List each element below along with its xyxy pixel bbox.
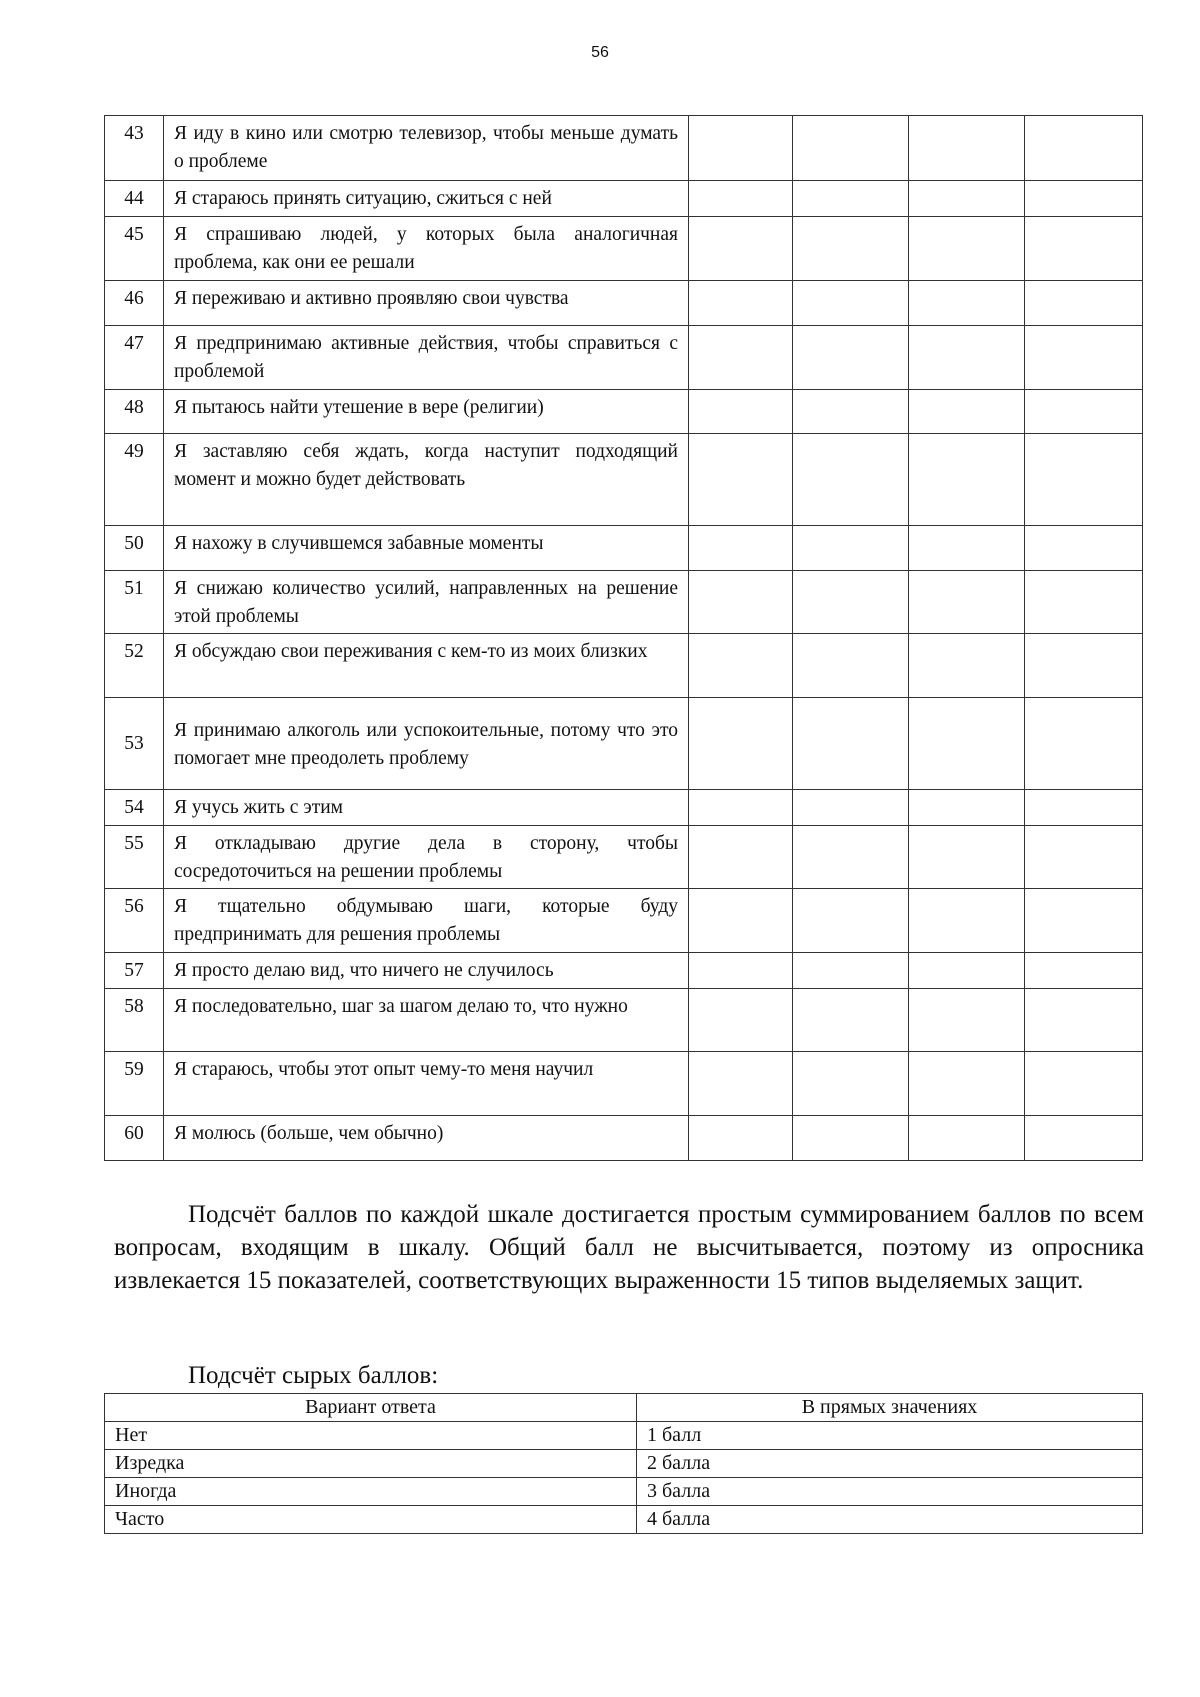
score-value: 4 балла <box>637 1506 1143 1534</box>
answer-cell[interactable] <box>689 217 793 281</box>
answer-cell[interactable] <box>909 526 1025 571</box>
table-row <box>105 217 1143 281</box>
answer-cell[interactable] <box>793 889 909 953</box>
answer-cell[interactable] <box>1025 434 1143 526</box>
answer-cell[interactable] <box>793 953 909 989</box>
answer-cell[interactable] <box>793 826 909 889</box>
answer-cell[interactable] <box>1025 281 1143 326</box>
answer-cell[interactable] <box>793 434 909 526</box>
item-number: 51 <box>105 571 164 634</box>
table-row <box>105 889 1143 953</box>
item-number: 60 <box>105 1116 164 1161</box>
answer-option: Нет <box>105 1422 637 1450</box>
item-number: 56 <box>105 889 164 953</box>
table-row <box>105 1450 1143 1478</box>
item-statement: Я спрашиваю людей, у которых была аналогичная проблема, как они ее решали <box>164 217 689 281</box>
item-number: 55 <box>105 826 164 889</box>
answer-cell[interactable] <box>909 634 1025 698</box>
answer-cell[interactable] <box>793 790 909 826</box>
item-number: 53 <box>105 698 164 790</box>
questionnaire-table <box>104 115 1143 1161</box>
table-row <box>105 281 1143 326</box>
item-statement: Я учусь жить с этим <box>164 790 689 826</box>
answer-cell[interactable] <box>689 326 793 390</box>
answer-cell[interactable] <box>1025 326 1143 390</box>
item-number: 54 <box>105 790 164 826</box>
item-number: 48 <box>105 390 164 434</box>
answer-cell[interactable] <box>1025 1052 1143 1116</box>
answer-cell[interactable] <box>1025 390 1143 434</box>
answer-cell[interactable] <box>1025 217 1143 281</box>
answer-cell[interactable] <box>689 989 793 1052</box>
answer-cell[interactable] <box>689 390 793 434</box>
answer-cell[interactable] <box>909 116 1025 181</box>
answer-option: Изредка <box>105 1450 637 1478</box>
table-row <box>105 1052 1143 1116</box>
answer-cell[interactable] <box>793 571 909 634</box>
answer-cell[interactable] <box>793 698 909 790</box>
answer-cell[interactable] <box>909 889 1025 953</box>
answer-cell[interactable] <box>1025 989 1143 1052</box>
answer-cell[interactable] <box>689 826 793 889</box>
item-statement: Я последовательно, шаг за шагом делаю то, что нужно <box>164 989 689 1052</box>
item-number: 47 <box>105 326 164 390</box>
page-number: 56 <box>591 44 609 61</box>
answer-cell[interactable] <box>1025 181 1143 217</box>
table-row <box>105 526 1143 571</box>
scoring-explanation-paragraph: Подсчёт баллов по каждой шкале достигается простым суммированием баллов по всем вопросам, входящим в шкалу. Общий балл не высчитывается, поэтому из опросника извлекается 15 показателей, соответствующих выраженности 15 типов выделяемых защит. <box>114 1201 1144 1294</box>
answer-cell[interactable] <box>689 526 793 571</box>
table-row <box>105 1478 1143 1506</box>
answer-cell[interactable] <box>1025 571 1143 634</box>
item-number: 49 <box>105 434 164 526</box>
answer-cell[interactable] <box>689 634 793 698</box>
item-statement: Я предпринимаю активные действия, чтобы справиться с проблемой <box>164 326 689 390</box>
table-row <box>105 116 1143 181</box>
answer-cell[interactable] <box>793 217 909 281</box>
item-statement: Я откладываю другие дела в сторону, чтобы сосредоточиться на решении проблемы <box>164 826 689 889</box>
table-row <box>105 326 1143 390</box>
answer-cell[interactable] <box>689 790 793 826</box>
answer-cell[interactable] <box>689 1052 793 1116</box>
answer-cell[interactable] <box>793 634 909 698</box>
raw-scores-table <box>104 1393 1143 1534</box>
answer-cell[interactable] <box>909 1116 1025 1161</box>
item-number: 57 <box>105 953 164 989</box>
answer-cell[interactable] <box>689 1116 793 1161</box>
answer-cell[interactable] <box>689 889 793 953</box>
answer-cell[interactable] <box>689 571 793 634</box>
item-number: 45 <box>105 217 164 281</box>
answer-cell[interactable] <box>909 390 1025 434</box>
item-number: 50 <box>105 526 164 571</box>
item-statement: Я заставляю себя ждать, когда наступит подходящий момент и можно будет действовать <box>164 434 689 526</box>
answer-cell[interactable] <box>793 1116 909 1161</box>
item-statement: Я иду в кино или смотрю телевизор, чтобы меньше думать о проблеме <box>164 116 689 181</box>
answer-cell[interactable] <box>1025 634 1143 698</box>
answer-cell[interactable] <box>909 281 1025 326</box>
answer-cell[interactable] <box>793 326 909 390</box>
score-value: 3 балла <box>637 1478 1143 1506</box>
answer-cell[interactable] <box>909 826 1025 889</box>
answer-cell[interactable] <box>793 181 909 217</box>
table-row <box>105 571 1143 634</box>
score-value: 1 балл <box>637 1422 1143 1450</box>
answer-cell[interactable] <box>689 181 793 217</box>
item-number: 46 <box>105 281 164 326</box>
item-number: 43 <box>105 116 164 181</box>
table-row <box>105 790 1143 826</box>
answer-cell[interactable] <box>909 790 1025 826</box>
answer-cell[interactable] <box>909 326 1025 390</box>
answer-cell[interactable] <box>1025 1116 1143 1161</box>
item-statement: Я молюсь (больше, чем обычно) <box>164 1116 689 1161</box>
item-statement: Я просто делаю вид, что ничего не случилось <box>164 953 689 989</box>
answer-cell[interactable] <box>909 571 1025 634</box>
answer-cell[interactable] <box>793 989 909 1052</box>
table-row <box>105 826 1143 889</box>
table-row <box>105 698 1143 790</box>
item-number: 44 <box>105 181 164 217</box>
answer-cell[interactable] <box>689 434 793 526</box>
answer-cell[interactable] <box>909 1052 1025 1116</box>
answer-cell[interactable] <box>1025 790 1143 826</box>
table-header-row <box>105 1394 1143 1422</box>
column-header-value: В прямых значениях <box>637 1394 1143 1422</box>
answer-cell[interactable] <box>909 434 1025 526</box>
item-statement: Я нахожу в случившемся забавные моменты <box>164 526 689 571</box>
answer-cell[interactable] <box>689 953 793 989</box>
table-row <box>105 1116 1143 1161</box>
item-number: 59 <box>105 1052 164 1116</box>
item-statement: Я пытаюсь найти утешение в вере (религии) <box>164 390 689 434</box>
answer-cell[interactable] <box>793 390 909 434</box>
answer-cell[interactable] <box>909 989 1025 1052</box>
item-statement: Я переживаю и активно проявляю свои чувства <box>164 281 689 326</box>
item-statement: Я принимаю алкоголь или успокоительные, потому что это помогает мне преодолеть проблему <box>164 698 689 790</box>
answer-cell[interactable] <box>1025 698 1143 790</box>
table-row <box>105 953 1143 989</box>
answer-cell[interactable] <box>689 116 793 181</box>
answer-cell[interactable] <box>1025 953 1143 989</box>
table-row <box>105 989 1143 1052</box>
table-row <box>105 390 1143 434</box>
item-statement: Я тщательно обдумываю шаги, которые буду предпринимать для решения проблемы <box>164 889 689 953</box>
table-row <box>105 1506 1143 1534</box>
answer-cell[interactable] <box>1025 826 1143 889</box>
answer-cell[interactable] <box>793 1052 909 1116</box>
item-number: 52 <box>105 634 164 698</box>
item-statement: Я стараюсь, чтобы этот опыт чему-то меня научил <box>164 1052 689 1116</box>
answer-cell[interactable] <box>1025 889 1143 953</box>
table-row <box>105 634 1143 698</box>
answer-cell[interactable] <box>909 181 1025 217</box>
item-statement: Я снижаю количество усилий, направленных на решение этой проблемы <box>164 571 689 634</box>
scoring-table-title: Подсчёт сырых баллов: <box>188 1362 439 1389</box>
answer-cell[interactable] <box>909 698 1025 790</box>
answer-cell[interactable] <box>1025 526 1143 571</box>
table-row <box>105 1422 1143 1450</box>
table-row <box>105 181 1143 217</box>
answer-cell[interactable] <box>1025 116 1143 181</box>
item-statement: Я стараюсь принять ситуацию, сжиться с ней <box>164 181 689 217</box>
answer-cell[interactable] <box>793 281 909 326</box>
answer-cell[interactable] <box>793 116 909 181</box>
table-row <box>105 434 1143 526</box>
item-statement: Я обсуждаю свои переживания с кем-то из моих близких <box>164 634 689 698</box>
answer-option: Часто <box>105 1506 637 1534</box>
answer-cell[interactable] <box>909 217 1025 281</box>
column-header-answer: Вариант ответа <box>105 1394 637 1422</box>
answer-option: Иногда <box>105 1478 637 1506</box>
item-number: 58 <box>105 989 164 1052</box>
answer-cell[interactable] <box>689 698 793 790</box>
score-value: 2 балла <box>637 1450 1143 1478</box>
answer-cell[interactable] <box>689 281 793 326</box>
answer-cell[interactable] <box>909 953 1025 989</box>
answer-cell[interactable] <box>793 526 909 571</box>
